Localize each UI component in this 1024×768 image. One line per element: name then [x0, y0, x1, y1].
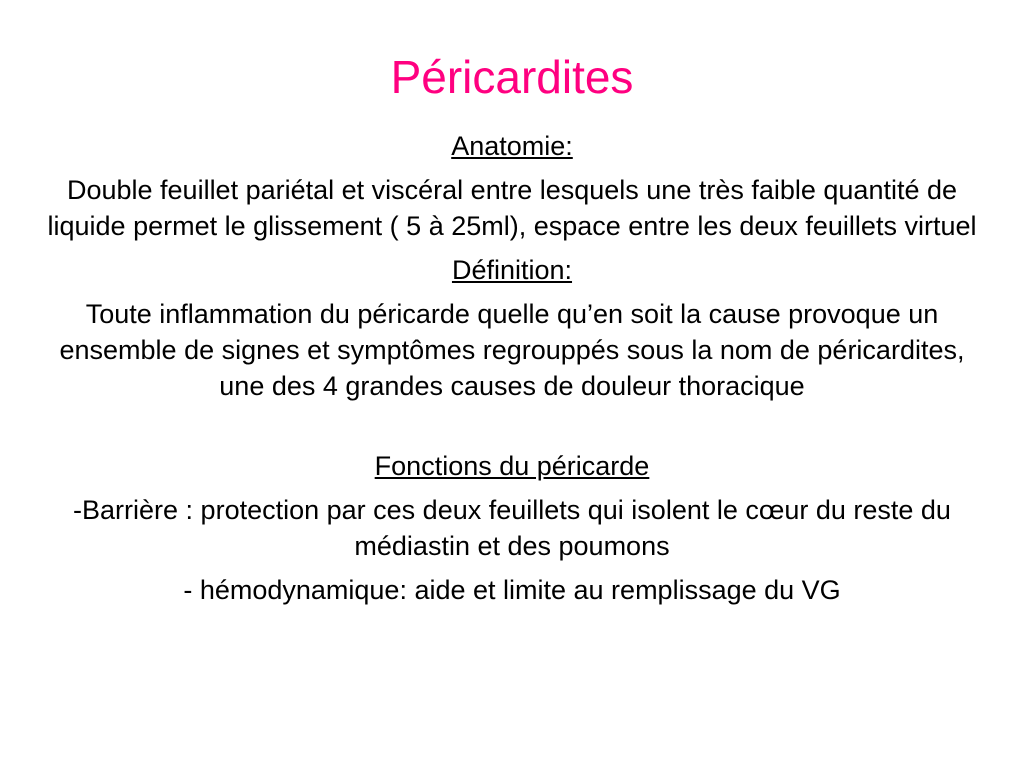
- definition-heading: Définition:: [451, 255, 573, 285]
- fonctions-item-hemodynamique: - hémodynamique: aide et limite au remplissage du VG: [183, 575, 841, 605]
- slide-title: Péricardites: [390, 51, 634, 103]
- fonctions-heading: Fonctions du péricarde: [374, 451, 650, 481]
- slide-body: [40, 128, 984, 616]
- anatomie-text: Double feuillet pariétal et viscéral entre lesquels une très faible quantité de liquide permet le glissement ( 5 à 25ml), espace entre les deux feuillets virtuel: [47, 175, 977, 241]
- spacer: [40, 412, 984, 448]
- fonctions-item-barriere: -Barrière : protection par ces deux feuillets qui isolent le cœur du reste du médiastin et des poumons: [73, 495, 951, 561]
- anatomie-heading: Anatomie:: [451, 131, 573, 161]
- definition-text: Toute inflammation du péricarde quelle qu’en soit la cause provoque un ensemble de signes et symptômes regrouppés sous la nom de péricardites, une des 4 grandes causes de douleur thoracique: [59, 299, 965, 401]
